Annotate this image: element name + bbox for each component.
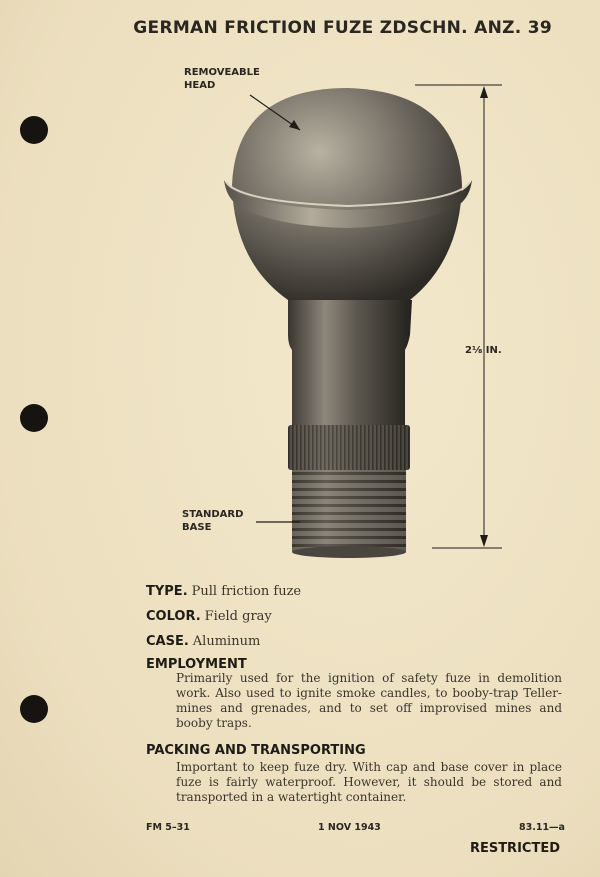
spec-label: CASE. [146,634,189,649]
footer-date: 1 NOV 1943 [318,822,381,833]
employment-heading: EMPLOYMENT [146,657,247,672]
packing-text: Important to keep fuze dry. With cap and base cover in place fuze is fairly waterproof. However, it should be stored and transported in a watertight container. [176,760,562,804]
packing-heading: PACKING AND TRANSPORTING [146,743,366,758]
footer-manual: FM 5–31 [146,822,190,833]
page-title: GERMAN FRICTION FUZE ZDSCHN. ANZ. 39 [133,18,552,38]
spec-value: Pull friction fuze [191,584,302,599]
employment-text: Primarily used for the ignition of safety fuze in demolition work. Also used to ignite smoke candles, to booby-trap Teller-mines and grenades, and to set off improvised mines and booby traps. [176,671,562,730]
base-callout-label: STANDARD BASE [182,509,244,533]
head-callout-label: REMOVEABLE HEAD [184,67,260,91]
classification-marking: RESTRICTED [469,841,560,856]
removeable-head [232,88,462,300]
spec-label: TYPE. [146,584,188,599]
spec-label: COLOR. [146,609,201,624]
spec-case [146,634,260,649]
dimension-label: 2⅛ IN. [465,345,502,356]
spec-value: Aluminum [192,634,261,649]
footer-page-number: 83.11—a [519,822,565,833]
spec-color [146,609,272,624]
spec-value: Field gray [204,609,272,624]
spec-type [146,584,301,599]
fuze-body [288,300,412,430]
